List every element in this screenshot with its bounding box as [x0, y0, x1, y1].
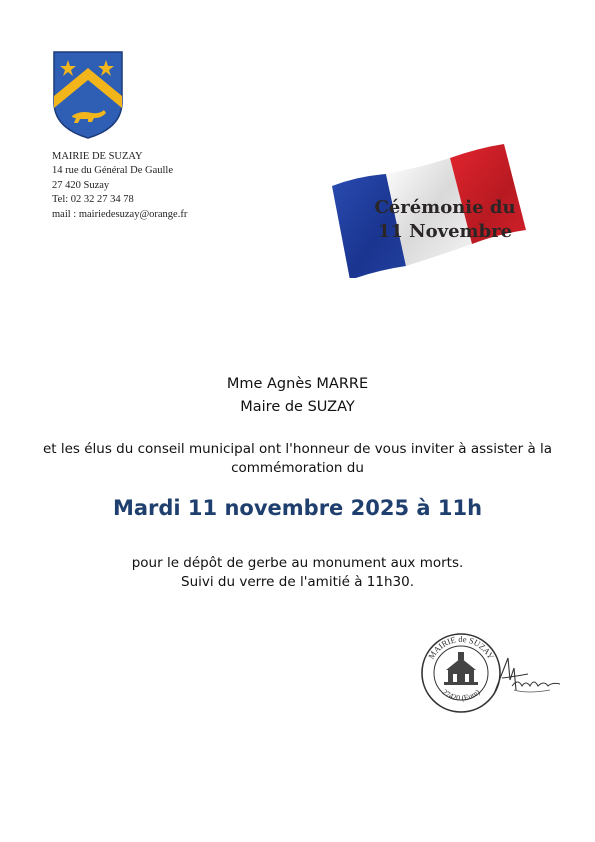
stamp-top-text: MAIRIE de SUZAY — [425, 633, 497, 661]
stamp-building-icon — [444, 652, 478, 685]
sender-city: 27 420 Suzay — [52, 179, 110, 191]
mayor-title: Maire de SUZAY — [240, 399, 355, 415]
mayor-name: Mme Agnès MARRE — [226, 376, 369, 392]
event-date-heading: Mardi 11 novembre 2025 à 11h — [112, 496, 483, 520]
invite-text-line-1: et les élus du conseil municipal ont l'honneur de vous inviter à assister à la — [42, 441, 553, 457]
mayor-signature — [488, 650, 568, 700]
sender-street: 14 rue du Général De Gaulle — [52, 165, 173, 177]
sender-address — [52, 150, 187, 222]
sender-email: mail : mairiedesuzay@orange.fr — [52, 208, 188, 220]
invite-text-line-2: commémoration du — [231, 460, 364, 476]
banner-line-1: Cérémonie du — [374, 197, 516, 218]
detail-text-line-2: Suivi du verre de l'amitié à 11h30. — [181, 574, 414, 590]
sender-org: MAIRIE DE SUZAY — [52, 151, 143, 162]
stamp-bottom-text: 27420 (Eure) — [440, 687, 482, 703]
detail-text-line-1: pour le dépôt de gerbe au monument aux morts. — [131, 555, 464, 571]
sender-phone: Tel: 02 32 27 34 78 — [52, 194, 134, 206]
svg-text:27420 (Eure) — [440, 687, 482, 702]
ceremony-banner-title — [360, 196, 530, 244]
banner-line-2: 11 Novembre — [377, 221, 513, 242]
coat-of-arms-icon — [52, 50, 124, 140]
